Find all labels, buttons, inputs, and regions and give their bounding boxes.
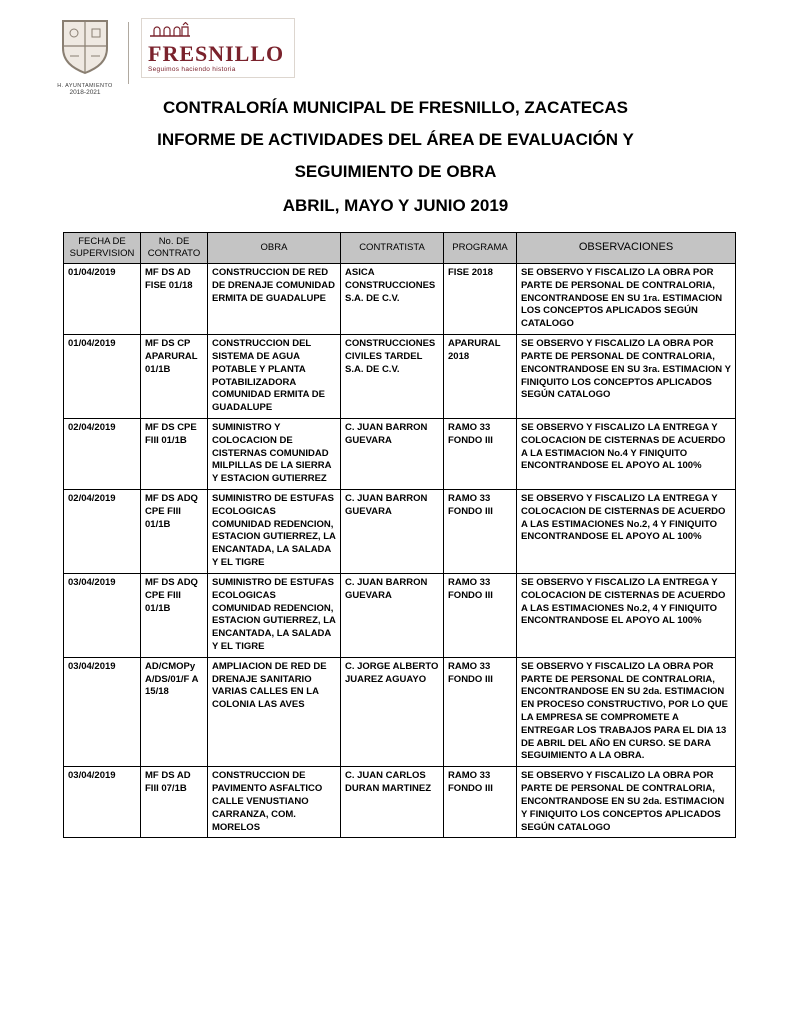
logo-tagline: Seguimos haciendo historia xyxy=(148,66,236,74)
table-row xyxy=(64,657,736,767)
cell-obra: SUMINISTRO Y COLOCACION DE CISTERNAS COMUNIDAD MILPILLAS DE LA SIERRA Y ESTACION GUTIERREZ xyxy=(208,418,341,489)
table-row xyxy=(64,335,736,419)
title-line-2: INFORME DE ACTIVIDADES DEL ÁREA DE EVALUACIÓN Y xyxy=(157,130,634,149)
col-header-contrato: No. DE CONTRATO xyxy=(141,233,208,264)
col-header-fecha: FECHA DE SUPERVISION xyxy=(64,233,141,264)
logo-divider xyxy=(128,22,129,84)
cell-obra: SUMINISTRO DE ESTUFAS ECOLOGICAS COMUNIDAD REDENCION, ESTACION GUTIERREZ, LA ENCANTADA, LA SALADA Y EL TIGRE xyxy=(208,573,341,657)
cell-programa: RAMO 33 FONDO III xyxy=(444,657,517,767)
cell-contrato: MF DS CPE FIII 01/1B xyxy=(141,418,208,489)
cell-contrato: MF DS ADQ CPE FIII 01/1B xyxy=(141,490,208,574)
cell-contrato: AD/CMOPy A/DS/01/F A 15/18 xyxy=(141,657,208,767)
table-row xyxy=(64,490,736,574)
fresnillo-logo xyxy=(141,18,295,78)
cell-contratista: C. JUAN BARRON GUEVARA xyxy=(341,418,444,489)
crest-shield-icon xyxy=(58,63,112,80)
col-header-programa: PROGRAMA xyxy=(444,233,517,264)
cell-programa: RAMO 33 FONDO III xyxy=(444,573,517,657)
cell-observaciones: SE OBSERVO Y FISCALIZO LA ENTREGA Y COLOCACION DE CISTERNAS DE ACUERDO A LAS ESTIMACIONES No.2, 4 Y FINIQUITO ENCONTRANDOSE EL APOYO AL 100% xyxy=(517,490,736,574)
cell-contratista: C. JUAN CARLOS DURAN MARTINEZ xyxy=(341,767,444,838)
cell-observaciones: SE OBSERVO Y FISCALIZO LA OBRA POR PARTE DE PERSONAL DE CONTRALORIA, ENCONTRANDOSE EN SU 2da. ESTIMACION Y FINIQUITO LOS CONCEPTOS APLICADOS SEGÚN CATALOGO xyxy=(517,767,736,838)
cell-fecha: 03/04/2019 xyxy=(64,767,141,838)
cell-programa: APARURAL 2018 xyxy=(444,335,517,419)
document-subtitle: ABRIL, MAYO Y JUNIO 2019 xyxy=(282,196,509,215)
cell-fecha: 01/04/2019 xyxy=(64,335,141,419)
cell-obra: SUMINISTRO DE ESTUFAS ECOLOGICAS COMUNIDAD REDENCION, ESTACION GUTIERREZ, LA ENCANTADA, LA SALADA Y EL TIGRE xyxy=(208,490,341,574)
table-row xyxy=(64,767,736,838)
cell-contratista: C. JUAN BARRON GUEVARA xyxy=(341,573,444,657)
table-row xyxy=(64,264,736,335)
cell-contratista: ASICA CONSTRUCCIONES S.A. DE C.V. xyxy=(341,264,444,335)
cell-programa: RAMO 33 FONDO III xyxy=(444,490,517,574)
cell-contrato: MF DS ADQ CPE FIII 01/1B xyxy=(141,573,208,657)
activities-table xyxy=(63,232,736,838)
cell-fecha: 03/04/2019 xyxy=(64,573,141,657)
crest-label: H. AYUNTAMIENTO xyxy=(57,83,113,89)
cell-programa: RAMO 33 FONDO III xyxy=(444,418,517,489)
building-icon xyxy=(148,24,192,41)
cell-fecha: 01/04/2019 xyxy=(64,264,141,335)
table-body xyxy=(64,264,736,838)
table-header-row xyxy=(64,233,736,264)
crest-years: 2018-2021 xyxy=(69,89,101,96)
cell-contratista: C. JUAN BARRON GUEVARA xyxy=(341,490,444,574)
cell-contratista: C. JORGE ALBERTO JUAREZ AGUAYO xyxy=(341,657,444,767)
cell-contratista: CONSTRUCCIONES CIVILES TARDEL S.A. DE C.V. xyxy=(341,335,444,419)
title-line-1: CONTRALORÍA MUNICIPAL DE FRESNILLO, ZACATECAS xyxy=(163,98,628,117)
cell-obra: CONSTRUCCION DE RED DE DRENAJE COMUNIDAD ERMITA DE GUADALUPE xyxy=(208,264,341,335)
cell-contrato: MF DS CP APARURAL 01/1B xyxy=(141,335,208,419)
cell-contrato: MF DS AD FIII 07/1B xyxy=(141,767,208,838)
col-header-contratista: CONTRATISTA xyxy=(341,233,444,264)
header-logos xyxy=(52,18,295,96)
document-title xyxy=(0,92,791,188)
cell-observaciones: SE OBSERVO Y FISCALIZO LA OBRA POR PARTE DE PERSONAL DE CONTRALORIA, ENCONTRANDOSE EN SU 1ra. ESTIMACION LOS CONCEPTOS APLICADOS SEGÚN CATALOGO xyxy=(517,264,736,335)
municipal-crest xyxy=(52,18,118,96)
cell-observaciones: SE OBSERVO Y FISCALIZO LA OBRA POR PARTE DE PERSONAL DE CONTRALORIA, ENCONTRANDOSE EN SU 3ra. ESTIMACION Y FINIQUITO LOS CONCEPTOS APLICADOS SEGÚN CATALOGO xyxy=(517,335,736,419)
cell-contrato: MF DS AD FISE 01/18 xyxy=(141,264,208,335)
title-line-3: SEGUIMIENTO DE OBRA xyxy=(294,162,497,181)
cell-programa: FISE 2018 xyxy=(444,264,517,335)
cell-obra: CONSTRUCCION DEL SISTEMA DE AGUA POTABLE Y PLANTA POTABILIZADORA COMUNIDAD ERMITA DE GUADALUPE xyxy=(208,335,341,419)
cell-obra: AMPLIACION DE RED DE DRENAJE SANITARIO VARIAS CALLES EN LA COLONIA LAS AVES xyxy=(208,657,341,767)
col-header-observaciones: OBSERVACIONES xyxy=(517,233,736,264)
cell-observaciones: SE OBSERVO Y FISCALIZO LA ENTREGA Y COLOCACION DE CISTERNAS DE ACUERDO A LAS ESTIMACIONES No.2, 4 Y FINIQUITO ENCONTRANDOSE EL APOYO AL 100% xyxy=(517,573,736,657)
cell-fecha: 02/04/2019 xyxy=(64,418,141,489)
cell-fecha: 03/04/2019 xyxy=(64,657,141,767)
cell-programa: RAMO 33 FONDO III xyxy=(444,767,517,838)
cell-fecha: 02/04/2019 xyxy=(64,490,141,574)
table-row xyxy=(64,418,736,489)
col-header-obra: OBRA xyxy=(208,233,341,264)
cell-observaciones: SE OBSERVO Y FISCALIZO LA OBRA POR PARTE DE PERSONAL DE CONTRALORIA, ENCONTRANDOSE EN SU 2da. ESTIMACION EN PROCESO CONSTRUCTIVO, POR LO QUE LA EMPRESA SE COMPROMETE A ENTREGAR LOS TRABAJOS PARA EL DIA 13 DE ABRIL DEL AÑO EN CURSO. SE DARA SEGUIMIENTO A LA OBRA. xyxy=(517,657,736,767)
logo-wordmark: FRESNILLO xyxy=(148,41,285,66)
cell-obra: CONSTRUCCION DE PAVIMENTO ASFALTICO CALLE VENUSTIANO CARRANZA, COM. MORELOS xyxy=(208,767,341,838)
cell-observaciones: SE OBSERVO Y FISCALIZO LA ENTREGA Y COLOCACION DE CISTERNAS DE ACUERDO A LA ESTIMACION No.4 Y FINIQUITO ENCONTRANDOSE EL APOYO AL 100% xyxy=(517,418,736,489)
table-row xyxy=(64,573,736,657)
